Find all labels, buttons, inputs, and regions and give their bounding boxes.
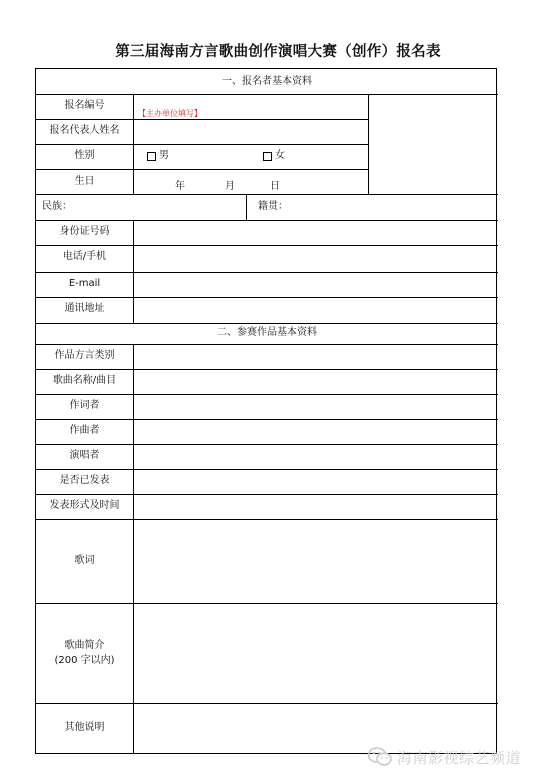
row-divider [36,369,498,370]
label-publish-form: 发表形式及时间 [49,500,120,511]
row-divider [36,519,498,520]
label-phone: 电话/手机 [62,251,107,262]
row-divider [36,119,368,120]
col-divider [133,344,134,754]
label-female: 女 [275,150,285,161]
reg-no-hint: 【主办单位填写】 [138,109,202,118]
label-month: 月 [225,181,235,192]
row-divider [36,344,498,345]
row-divider [36,444,498,445]
row-divider [36,245,498,246]
watermark [367,744,553,770]
label-male: 男 [159,150,169,161]
label-composer: 作曲者 [69,425,100,436]
label-intro-note: (200 字以内) [54,655,115,666]
row-divider [36,272,498,273]
row-divider [36,394,498,395]
section-header-basic-info: 一、报名者基本资料 [222,76,312,87]
row-divider [36,419,498,420]
wechat-icon [367,746,393,768]
label-email: E-mail [68,278,101,289]
label-rep-name: 报名代表人姓名 [49,125,120,136]
row-divider [36,494,498,495]
col-divider [133,94,134,195]
label-intro: 歌曲简介 [64,640,105,651]
col-divider [368,94,369,195]
label-song-name: 歌曲名称/曲目 [52,375,117,386]
watermark-text: 海南影视综艺频道 [397,748,522,767]
registration-form [35,68,497,754]
row-divider [36,194,498,195]
row-divider [36,169,368,170]
row-divider [36,220,498,221]
label-singer: 演唱者 [69,450,100,461]
label-reg-no: 报名编号 [64,100,105,111]
female-checkbox[interactable] [263,152,272,161]
row-divider [36,297,498,298]
row-divider [36,323,498,324]
label-lyricist: 作词者 [69,400,100,411]
col-divider [246,194,247,220]
col-divider [133,220,134,323]
label-address: 通讯地址 [64,303,105,314]
page-title: 第三届海南方言歌曲创作演唱大赛（创作）报名表 [115,44,441,60]
row-divider [36,603,498,604]
male-checkbox[interactable] [147,152,156,161]
label-birthday: 生日 [74,176,95,187]
label-other: 其他说明 [64,722,105,733]
label-lyrics: 歌词 [74,555,95,566]
label-gender: 性别 [74,150,95,161]
label-native-place: 籍贯： [258,201,288,212]
label-ethnicity: 民族： [42,201,72,212]
label-id-no: 身份证号码 [59,226,110,237]
row-divider [36,469,498,470]
row-divider [36,144,368,145]
row-divider [36,94,498,95]
label-day: 日 [270,181,280,192]
label-dialect-type: 作品方言类别 [54,350,115,361]
section-header-work-info: 二、参赛作品基本资料 [217,327,317,338]
label-published: 是否已发表 [59,475,110,486]
label-year: 年 [175,181,185,192]
row-divider [36,703,498,704]
